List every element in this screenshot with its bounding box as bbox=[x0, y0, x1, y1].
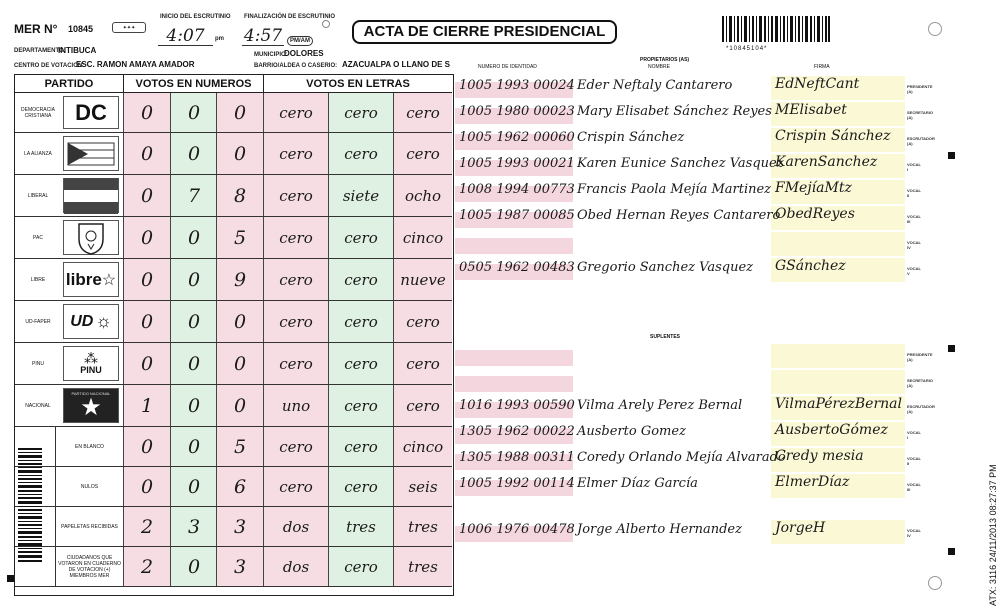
final-value: 4:57 bbox=[243, 26, 283, 46]
party-row bbox=[15, 175, 452, 217]
vote-number-digit: 0 bbox=[170, 93, 217, 132]
position-label: SECRETARIO (A) bbox=[907, 110, 933, 120]
propietario-row bbox=[455, 128, 935, 152]
party-row bbox=[15, 259, 452, 301]
party-logo-icon: PARTIDO NACIONAL ★ bbox=[63, 388, 119, 423]
id-number: 1305 1962 00022 bbox=[459, 424, 575, 439]
vote-number-digit: 0 bbox=[123, 301, 170, 342]
barcode-icon bbox=[18, 448, 58, 568]
vote-number-digit: 3 bbox=[170, 507, 217, 546]
vote-text-word: dos bbox=[263, 507, 328, 546]
vote-table bbox=[14, 74, 454, 596]
party-name: PAC bbox=[33, 234, 43, 241]
member-name: Obed Hernan Reyes Cantarero bbox=[577, 208, 781, 223]
vote-number-digit: 0 bbox=[123, 217, 170, 258]
suplentes-label: SUPLENTES bbox=[650, 334, 681, 340]
vote-text-word: cero bbox=[393, 301, 452, 342]
suplente-row bbox=[455, 370, 933, 394]
barcode-text: *10845104* bbox=[726, 46, 768, 52]
municipio-value: DOLORES bbox=[284, 49, 324, 58]
member-name: Coredy Orlando Mejía Alvarado bbox=[577, 450, 786, 465]
vote-text-word: cero bbox=[393, 343, 452, 384]
position-label: VOCAL III bbox=[907, 214, 921, 224]
numero-id-label: NUMERO DE IDENTIDAD bbox=[478, 64, 537, 70]
vote-text-word: cero bbox=[328, 385, 393, 426]
propietario-row bbox=[455, 232, 921, 256]
vote-number-digit: 0 bbox=[123, 175, 170, 216]
member-name: Eder Neftaly Cantarero bbox=[577, 78, 733, 93]
id-number: 1305 1988 00311 bbox=[459, 450, 575, 465]
vote-number-digit: 0 bbox=[170, 385, 217, 426]
vote-text-word: ocho bbox=[393, 175, 452, 216]
vote-text-word: cero bbox=[263, 133, 328, 174]
vote-text-word: cero bbox=[263, 217, 328, 258]
vote-number-digit: 0 bbox=[123, 93, 170, 132]
id-number: 1005 1993 00021 bbox=[459, 156, 575, 171]
signature: GSánchez bbox=[775, 258, 846, 274]
ud-logo-text: UD bbox=[70, 312, 94, 330]
member-name: Gregorio Sanchez Vasquez bbox=[577, 260, 753, 275]
vote-text-word: cero bbox=[263, 427, 328, 466]
vote-text-word: cero bbox=[328, 427, 393, 466]
total-name: NULOS bbox=[55, 467, 123, 506]
total-row bbox=[15, 467, 452, 507]
propietario-row bbox=[455, 76, 933, 100]
party-row bbox=[15, 385, 452, 427]
logo-icon: ✦✦✦ bbox=[112, 22, 146, 33]
total-row bbox=[15, 547, 452, 587]
id-number: 1005 1992 00114 bbox=[459, 476, 575, 491]
vote-number-digit: 0 bbox=[170, 427, 217, 466]
id-field-bg bbox=[455, 350, 573, 366]
vote-number-digit: 3 bbox=[216, 507, 263, 546]
vote-number-digit: 0 bbox=[170, 547, 217, 586]
registration-mark-icon bbox=[948, 345, 955, 352]
position-label: VOCAL I bbox=[907, 430, 921, 440]
member-name: Ausberto Gomez bbox=[577, 424, 686, 439]
signature: ObedReyes bbox=[775, 206, 855, 222]
party-name: PINU bbox=[32, 360, 44, 367]
signature-field-bg bbox=[771, 370, 905, 394]
signature: MElisabet bbox=[775, 102, 847, 118]
inicio-label: INICIO DEL ESCRUTINIO bbox=[160, 14, 231, 20]
position-label: VOCAL II bbox=[907, 456, 921, 466]
propietario-row bbox=[455, 102, 933, 126]
vote-number-digit: 0 bbox=[123, 427, 170, 466]
mer-number: 10845 bbox=[68, 24, 94, 34]
vote-number-digit: 0 bbox=[123, 467, 170, 506]
vote-text-word: nueve bbox=[393, 259, 452, 300]
member-name: Jorge Alberto Hernandez bbox=[577, 522, 742, 537]
vote-text-word: cero bbox=[393, 133, 452, 174]
signature-field-bg bbox=[771, 344, 905, 368]
vote-number-digit: 8 bbox=[216, 175, 263, 216]
vote-number-digit: 0 bbox=[216, 133, 263, 174]
registration-mark-icon bbox=[948, 548, 955, 555]
position-label: VOCAL IV bbox=[907, 240, 921, 250]
signature: JorgeH bbox=[775, 520, 826, 536]
vote-number-digit: 5 bbox=[216, 427, 263, 466]
total-name: PAPELETAS RECIBIDAS bbox=[55, 507, 123, 546]
vote-number-digit: 0 bbox=[170, 467, 217, 506]
position-label: VOCAL III bbox=[907, 482, 921, 492]
suplente-row bbox=[455, 520, 921, 544]
vote-text-word: cero bbox=[393, 93, 452, 132]
vote-text-word: dos bbox=[263, 547, 328, 586]
id-number: 1005 1987 00085 bbox=[459, 208, 575, 223]
id-field-bg bbox=[455, 376, 573, 392]
propietario-row bbox=[455, 258, 921, 282]
vote-number-digit: 0 bbox=[216, 301, 263, 342]
id-number: 1005 1980 00023 bbox=[459, 104, 575, 119]
signature: KarenSanchez bbox=[775, 154, 878, 170]
vote-text-word: cero bbox=[263, 467, 328, 506]
position-label: PRESIDENTE (A) bbox=[907, 352, 933, 362]
vote-text-word: cero bbox=[328, 217, 393, 258]
id-number: 1005 1962 00060 bbox=[459, 130, 575, 145]
total-row bbox=[15, 427, 452, 467]
vote-text-word: tres bbox=[393, 547, 452, 586]
vote-number-digit: 0 bbox=[123, 259, 170, 300]
party-row bbox=[15, 343, 452, 385]
party-name: DEMOCRACIA CRISTIANA bbox=[21, 106, 55, 119]
vote-text-word: cero bbox=[328, 93, 393, 132]
member-name: Crispin Sánchez bbox=[577, 130, 685, 145]
party-logo-icon bbox=[63, 136, 119, 171]
id-field-bg bbox=[455, 238, 573, 254]
nacional-logo-text: PARTIDO NACIONAL bbox=[71, 391, 111, 396]
vote-text-word: cero bbox=[263, 343, 328, 384]
firma-label: FIRMA bbox=[814, 64, 830, 70]
final-suffix: PM/AM bbox=[287, 36, 313, 46]
partido-header: PARTIDO bbox=[15, 75, 123, 93]
id-number: 1006 1976 00478 bbox=[459, 522, 575, 537]
vote-text-word: cero bbox=[328, 467, 393, 506]
vote-number-digit: 0 bbox=[170, 217, 217, 258]
total-row bbox=[15, 507, 452, 547]
propietario-row bbox=[455, 206, 921, 230]
position-label: ESCRUTADOR (A) bbox=[907, 404, 935, 414]
vote-number-digit: 0 bbox=[216, 93, 263, 132]
id-number: 1005 1993 00024 bbox=[459, 78, 575, 93]
vote-number-digit: 9 bbox=[216, 259, 263, 300]
signature: FMejíaMtz bbox=[775, 180, 852, 196]
punch-hole-icon bbox=[322, 20, 330, 28]
propietario-row bbox=[455, 154, 921, 178]
member-name: Vilma Arely Perez Bernal bbox=[577, 398, 743, 413]
party-row bbox=[15, 217, 452, 259]
vote-number-digit: 0 bbox=[123, 343, 170, 384]
party-logo-icon bbox=[63, 96, 119, 129]
id-number: 1016 1993 00590 bbox=[459, 398, 575, 413]
party-logo-icon bbox=[63, 178, 119, 213]
vote-text-word: siete bbox=[328, 175, 393, 216]
vote-number-digit: 2 bbox=[123, 507, 170, 546]
vote-text-word: cero bbox=[328, 301, 393, 342]
punch-hole-icon bbox=[928, 22, 942, 36]
member-name: Elmer Díaz García bbox=[577, 476, 698, 491]
punch-hole-icon bbox=[928, 576, 942, 590]
vote-number-digit: 0 bbox=[170, 259, 217, 300]
centro-value: ESC. RAMON AMAYA AMADOR bbox=[76, 60, 195, 69]
vote-number-digit: 0 bbox=[216, 385, 263, 426]
vote-text-word: cero bbox=[263, 259, 328, 300]
suplente-row bbox=[455, 448, 921, 472]
party-row bbox=[15, 93, 452, 133]
id-number: 0505 1962 00483 bbox=[459, 260, 575, 275]
vote-text-word: cero bbox=[328, 133, 393, 174]
vote-text-word: tres bbox=[393, 507, 452, 546]
centro-label: CENTRO DE VOTACION: bbox=[14, 63, 85, 69]
vote-text-word: seis bbox=[393, 467, 452, 506]
suplente-row bbox=[455, 474, 921, 498]
barrio-value: AZACUALPA O LLANO DE S bbox=[342, 60, 450, 69]
signature: Credy mesia bbox=[775, 448, 864, 464]
side-stamp: ATX: 3116 24/11/2013 08:27:37 PM bbox=[988, 464, 998, 606]
party-name: LIBRE bbox=[30, 276, 46, 283]
vote-number-digit: 0 bbox=[170, 301, 217, 342]
vote-text-word: tres bbox=[328, 507, 393, 546]
dc-logo-text: DC bbox=[75, 99, 107, 125]
position-label: VOCAL I bbox=[907, 162, 921, 172]
vote-number-digit: 3 bbox=[216, 547, 263, 586]
barrio-label: BARRIO/ALDEA O CASERIO: bbox=[254, 63, 338, 69]
vote-number-digit: 1 bbox=[123, 385, 170, 426]
vote-text-word: cero bbox=[263, 175, 328, 216]
page-title: ACTA DE CIERRE PRESIDENCIAL bbox=[352, 20, 617, 44]
member-name: Francis Paola Mejía Martinez bbox=[577, 182, 772, 197]
party-logo-icon bbox=[63, 220, 119, 255]
nombre-label: NOMBRE bbox=[648, 64, 670, 70]
party-name: LIBERAL bbox=[27, 192, 49, 199]
vote-text-word: cero bbox=[328, 343, 393, 384]
suplente-row bbox=[455, 422, 921, 446]
vote-number-digit: 0 bbox=[170, 343, 217, 384]
position-label: VOCAL IV bbox=[907, 528, 921, 538]
vote-number-digit: 0 bbox=[170, 133, 217, 174]
vote-number-digit: 0 bbox=[123, 133, 170, 174]
position-label: ESCRUTADOR (A) bbox=[907, 136, 935, 146]
suplente-row bbox=[455, 344, 933, 368]
position-label: SECRETARIO (A) bbox=[907, 378, 933, 388]
party-name: LA ALIANZA bbox=[24, 150, 52, 157]
vote-number-digit: 2 bbox=[123, 547, 170, 586]
position-label: PRESIDENTE (A) bbox=[907, 84, 933, 94]
signature: VilmaPérezBernal bbox=[775, 396, 902, 412]
id-number: 1008 1994 00773 bbox=[459, 182, 575, 197]
vote-text-word: cinco bbox=[393, 217, 452, 258]
party-row bbox=[15, 133, 452, 175]
inicio-suffix: pm bbox=[215, 36, 224, 42]
total-name: CIUDADANOS QUE VOTARON EN CUADERNO DE VOTACION (+) MIEMBROS MER bbox=[55, 547, 123, 586]
party-row bbox=[15, 301, 452, 343]
vote-text-word: cero bbox=[328, 547, 393, 586]
municipio-label: MUNICIPIO: bbox=[254, 52, 288, 58]
votos-numeros-header: VOTOS EN NUMEROS bbox=[123, 75, 263, 93]
vote-text-word: cero bbox=[263, 301, 328, 342]
registration-mark-icon bbox=[948, 152, 955, 159]
party-name: NACIONAL bbox=[25, 402, 51, 409]
vote-number-digit: 7 bbox=[170, 175, 217, 216]
propietarios-label: PROPIETARIOS (AS) bbox=[640, 57, 690, 63]
final-label: FINALIZACIÓN DE ESCRUTINIO bbox=[244, 14, 335, 20]
vote-text-word: cero bbox=[393, 385, 452, 426]
signature: EdNeftCant bbox=[775, 76, 860, 92]
position-label: VOCAL V bbox=[907, 266, 921, 276]
suplente-row bbox=[455, 396, 935, 420]
inicio-value: 4:07 bbox=[158, 26, 213, 46]
departamento-label: DEPARTAMENTO: bbox=[14, 48, 66, 54]
signature: AusbertoGómez bbox=[775, 422, 888, 438]
votos-letras-header: VOTOS EN LETRAS bbox=[263, 75, 452, 93]
party-name: UD-FAPER bbox=[25, 318, 51, 325]
barcode-icon bbox=[722, 16, 830, 42]
party-logo-icon: UD ☼ bbox=[63, 304, 119, 339]
vote-text-word: cero bbox=[328, 259, 393, 300]
mer-label: MER N° bbox=[14, 22, 58, 36]
member-name: Karen Eunice Sanchez Vasquez bbox=[577, 156, 784, 171]
vote-number-digit: 6 bbox=[216, 467, 263, 506]
propietario-row bbox=[455, 180, 921, 204]
vote-number-digit: 0 bbox=[216, 343, 263, 384]
pinu-logo-text: PINU bbox=[80, 364, 102, 375]
position-label: VOCAL II bbox=[907, 188, 921, 198]
party-logo-icon: ⁂ PINU bbox=[63, 346, 119, 381]
departamento-value: INTIBUCA bbox=[58, 46, 97, 55]
total-name: EN BLANCO bbox=[55, 427, 123, 466]
signature-field-bg bbox=[771, 232, 905, 256]
vote-number-digit: 5 bbox=[216, 217, 263, 258]
vote-text-word: uno bbox=[263, 385, 328, 426]
signature: Crispin Sánchez bbox=[775, 128, 891, 144]
party-logo-icon: libre ☆ bbox=[63, 262, 119, 297]
member-name: Mary Elisabet Sánchez Reyes bbox=[577, 104, 772, 119]
registration-mark-icon bbox=[7, 575, 14, 582]
vote-text-word: cero bbox=[263, 93, 328, 132]
vote-text-word: cinco bbox=[393, 427, 452, 466]
signature: ElmerDíaz bbox=[775, 474, 850, 490]
libre-logo-text: libre bbox=[65, 269, 102, 289]
